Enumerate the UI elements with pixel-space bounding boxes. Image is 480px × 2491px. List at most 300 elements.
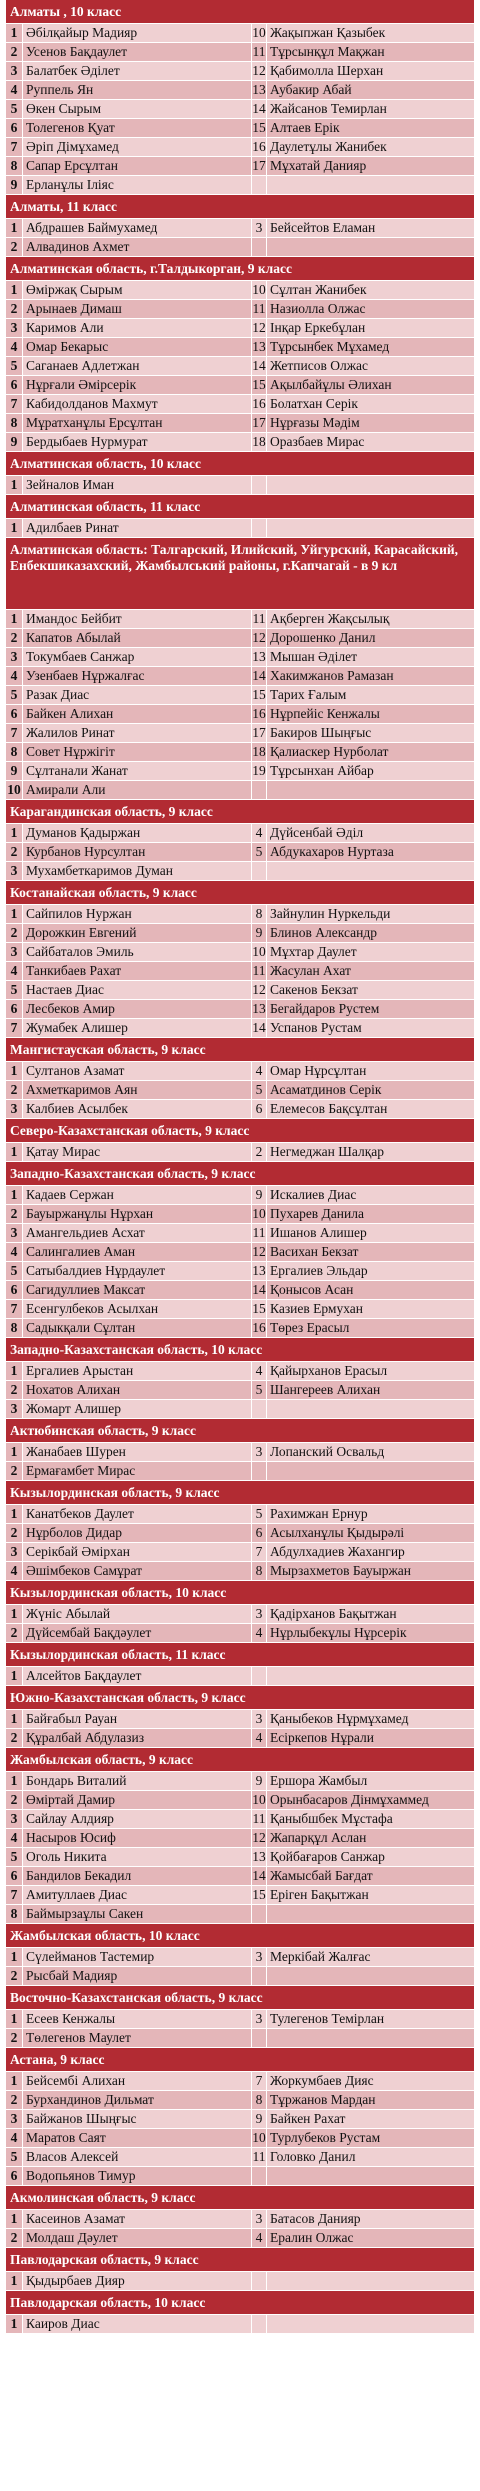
section-header: Алматинская область, 11 класс [6,495,474,519]
rank-number: 6 [6,1867,22,1885]
participant-name: Бондарь Виталий [22,1772,252,1790]
participant-name: Қабимолла Шерхан [267,62,474,80]
participant-name: Жетписов Олжас [267,357,474,375]
rank-number [252,2167,267,2185]
table-row [6,1710,474,1729]
rank-number: 13 [252,1001,266,1016]
table-row [6,610,474,629]
section-header: Алматы , 10 класс [6,0,474,24]
participant-name: Есенгулбеков Асылхан [22,1300,252,1318]
rank-number: 3 [6,1100,22,1118]
participant-name: Руппель Ян [22,81,252,99]
rank-number: 4 [6,962,22,980]
rank-number: 6 [6,1281,22,1299]
participant-name: Батасов Данияр [267,2210,474,2228]
section-header: Жамбылская область, 10 класс [6,1924,474,1948]
rank-number: 14 [252,1020,266,1035]
participant-name: Дорошенко Данил [267,629,474,647]
participant-name: Есіркепов Нұрали [267,1729,474,1747]
table-row [6,843,474,862]
participant-name: Байжанов Шыңғыс [22,2110,252,2128]
participant-name: Ералин Олжас [267,2229,474,2247]
participant-name [267,862,474,880]
table-row [6,1886,474,1905]
rank-number: 2 [252,1143,267,1161]
participant-name: Әбілқайыр Мадияр [22,24,252,42]
rank-number: 6 [6,705,22,723]
rank-number: 1 [6,905,22,923]
table-row [6,2029,474,2048]
table-row [6,648,474,667]
participant-name: Асаматдинов Серік [267,1081,474,1099]
participant-name: Пухарев Данила [267,1205,474,1223]
participant-name: Орынбасаров Дінмұхаммед [267,1791,474,1809]
participant-name: Амирали Али [22,781,252,799]
rank-number: 4 [252,1362,267,1380]
participant-name: Токумбаев Санжар [22,648,252,666]
section-header: Павлодарская область, 10 класс [6,2291,474,2315]
rank-number: 7 [6,724,22,742]
rank-number: 7 [6,1300,22,1318]
table-row [6,1224,474,1243]
participant-name: Искалиев Диас [267,1186,474,1204]
section-header: Западно-Казахстанская область, 9 класс [6,1162,474,1186]
rank-number: 15 [252,1301,266,1316]
participant-name: Төлегенов Маулет [22,2029,252,2047]
rank-number: 2 [6,238,22,256]
table-row [6,300,474,319]
rank-number: 15 [252,1887,266,1902]
table-row [6,414,474,433]
participant-name: Байғабыл Рауан [22,1710,252,1728]
rank-number: 6 [252,1524,267,1542]
participant-name: Абдулхадиев Жахангир [267,1543,474,1561]
table-row [6,1667,474,1686]
table-row [6,1505,474,1524]
rank-number: 1 [6,1667,22,1685]
rank-number: 14 [252,1868,266,1883]
rank-number: 2 [6,1524,22,1542]
table-row [6,1543,474,1562]
participant-name: Бердыбаев Нурмурат [22,433,252,451]
section-header: Кызылординская область, 9 класс [6,1481,474,1505]
rank-number: 1 [6,2272,22,2290]
participant-name: Еріген Бақытжан [267,1886,474,1904]
section-header: Костанайская область, 9 класс [6,881,474,905]
participant-name: Жумабек Алишер [22,1019,252,1037]
participant-name: Қатау Мирас [22,1143,252,1161]
rank-number: 5 [6,100,22,118]
table-row [6,1562,474,1581]
participant-name: Есеев Кенжалы [22,2010,252,2028]
participant-name: Канатбеков Даулет [22,1505,252,1523]
table-row [6,319,474,338]
rank-number: 5 [252,1081,267,1099]
participant-name: Қадірханов Бақытжан [267,1605,474,1623]
participant-name: Толегенов Қуат [22,119,252,137]
participant-name: Думанов Қадыржан [22,824,252,842]
participant-name: Омар Нұрсұлтан [267,1062,474,1080]
participant-name: Капатов Абылай [22,629,252,647]
rank-number: 10 [252,1206,266,1221]
rank-number [252,238,267,256]
participant-name: Курбанов Нурсултан [22,843,252,861]
participant-name: Тұрсынхан Айбар [267,762,474,780]
participant-name: Калбиев Асылбек [22,1100,252,1118]
rank-number: 17 [252,158,266,173]
participant-name: Арынаев Димаш [22,300,252,318]
rank-number: 4 [6,667,22,685]
rank-number: 8 [6,743,22,761]
participant-name [267,1667,474,1685]
participant-name: Қаныбшбек Мұстафа [267,1810,474,1828]
section-header: Акмолинская область, 9 класс [6,2186,474,2210]
rank-number: 15 [252,120,266,135]
participant-name: Омар Бекарыс [22,338,252,356]
participant-name: Әріп Дімұхамед [22,138,252,156]
participant-name: Алтаев Ерік [267,119,474,137]
participant-name: Жүніс Абылай [22,1605,252,1623]
participant-name: Настаев Диас [22,981,252,999]
participant-name: Қалиаскер Нурболат [267,743,474,761]
table-row [6,629,474,648]
rank-number [252,1905,267,1923]
section-header: Алматинская область, 10 класс [6,452,474,476]
participant-name: Ишанов Алишер [267,1224,474,1242]
rank-number: 10 [252,944,266,959]
rank-number: 4 [6,1243,22,1261]
participant-name: Узенбаев Нұржалғас [22,667,252,685]
participant-name: Власов Алексей [22,2148,252,2166]
participant-name: Саганаев Адлетжан [22,357,252,375]
rank-number [252,1967,267,1985]
rank-number: 6 [6,2167,22,2185]
table-row [6,119,474,138]
rank-number: 11 [252,1225,266,1240]
participant-name: Қонысов Асан [267,1281,474,1299]
rank-number: 5 [6,981,22,999]
table-row [6,724,474,743]
participant-name: Байкен Алихан [22,705,252,723]
table-row [6,1186,474,1205]
table-row [6,1000,474,1019]
rank-number: 8 [6,414,22,432]
participant-name: Турлубеков Рустам [267,2129,474,2147]
participant-name: Алвадинов Ахмет [22,238,252,256]
rank-number: 13 [252,1263,266,1278]
rank-number: 16 [252,1320,266,1335]
rank-number: 8 [6,1905,22,1923]
table-row [6,176,474,195]
section-header: Карагандинская область, 9 класс [6,800,474,824]
rank-number: 2 [6,1081,22,1099]
table-row [6,705,474,724]
table-row [6,2110,474,2129]
rank-number: 2 [6,1791,22,1809]
rank-number: 1 [6,2010,22,2028]
participant-name: Жақыпжан Қазыбек [267,24,474,42]
rank-number: 12 [252,320,266,335]
participant-name: Ақылбайұлы Әлихан [267,376,474,394]
participant-name: Кабидолданов Махмут [22,395,252,413]
rank-number: 17 [252,415,266,430]
participant-name [267,2029,474,2047]
rank-number: 15 [252,377,266,392]
rank-number: 12 [252,1244,266,1259]
table-row [6,138,474,157]
participant-name: Тулегенов Темірлан [267,2010,474,2028]
participant-name: Каримов Али [22,319,252,337]
rank-number: 1 [6,1362,22,1380]
participant-name: Зейналов Иман [22,476,252,494]
rank-number: 2 [6,924,22,942]
rank-number: 7 [6,138,22,156]
participant-name: Лопанский Освальд [267,1443,474,1461]
participant-name: Балатбек Әділет [22,62,252,80]
participant-name: Жасулан Ахат [267,962,474,980]
rank-number: 1 [6,610,22,628]
rank-number: 2 [6,2091,22,2109]
rank-number: 3 [6,943,22,961]
rank-number: 3 [252,2210,267,2228]
participant-name: Сұлтан Жанибек [267,281,474,299]
table-row [6,824,474,843]
participant-name: Негмеджан Шалқар [267,1143,474,1161]
participant-name: Өкен Сырым [22,100,252,118]
table-row [6,2272,474,2291]
participant-name: Салингалиев Аман [22,1243,252,1261]
table-row [6,1319,474,1338]
participant-name: Болатхан Серік [267,395,474,413]
participant-name: Елемесов Бақсұлтан [267,1100,474,1118]
table-row [6,2129,474,2148]
participant-name [267,476,474,494]
table-row [6,1729,474,1748]
rank-number: 2 [6,43,22,61]
rank-number: 6 [6,376,22,394]
rank-number: 14 [252,358,266,373]
table-row [6,2210,474,2229]
participant-name: Лесбеков Амир [22,1000,252,1018]
rank-number: 2 [6,1205,22,1223]
rank-number: 11 [252,301,266,316]
rank-number: 2 [6,843,22,861]
participant-name [267,1967,474,1985]
table-row [6,743,474,762]
table-row [6,1143,474,1162]
table-row [6,24,474,43]
rank-number: 2 [6,1729,22,1747]
participant-name: Жоркумбаев Дияс [267,2072,474,2090]
table-row [6,1867,474,1886]
rank-number: 16 [252,706,266,721]
rank-number: 1 [6,2315,22,2333]
table-row [6,157,474,176]
participant-name: Ерланұлы Іліяс [22,176,252,194]
participant-name: Сатыбалдиев Нұрдаулет [22,1262,252,1280]
participant-name: Блинов Александр [267,924,474,942]
rank-number: 2 [6,1462,22,1480]
table-row [6,1967,474,1986]
rank-number: 5 [6,357,22,375]
participant-name: Ақберген Жақсылық [267,610,474,628]
rank-number: 4 [252,1729,267,1747]
participant-name: Дүйсембай Бақдәулет [22,1624,252,1642]
rank-number: 13 [252,649,266,664]
participant-name: Оголь Никита [22,1848,252,1866]
rank-number: 13 [252,82,266,97]
table-row [6,1905,474,1924]
participant-name: Жомарт Алишер [22,1400,252,1418]
rank-number: 16 [252,139,266,154]
participant-name: Мұхтар Даулет [267,943,474,961]
rank-number: 1 [6,2072,22,2090]
participant-name: Тұржанов Мардан [267,2091,474,2109]
table-row [6,667,474,686]
rank-number: 18 [252,434,266,449]
rank-number: 10 [252,1792,266,1807]
rank-number: 3 [6,319,22,337]
rank-number: 7 [6,1886,22,1904]
participant-name: Адилбаев Ринат [22,519,252,537]
rank-number: 5 [252,1381,267,1399]
rank-number: 17 [252,725,266,740]
participant-name [267,2315,474,2333]
table-row [6,281,474,300]
participant-name [267,176,474,194]
participant-name: Ергалиев Арыстан [22,1362,252,1380]
section-header: Мангистауская область, 9 класс [6,1038,474,1062]
rank-number: 4 [6,1829,22,1847]
rank-number: 1 [6,2210,22,2228]
rank-number: 5 [6,2148,22,2166]
table-row [6,81,474,100]
table-row [6,519,474,538]
table-row [6,1081,474,1100]
rank-number: 12 [252,982,266,997]
rank-number: 14 [252,101,266,116]
rank-number: 3 [252,1948,267,1966]
participant-name: Кадаев Сержан [22,1186,252,1204]
table-row [6,781,474,800]
participant-name: Ершора Жамбыл [267,1772,474,1790]
rank-number: 12 [252,63,266,78]
table-row [6,1524,474,1543]
participant-name: Қойбағаров Санжар [267,1848,474,1866]
participant-name: Ермағамбет Мирас [22,1462,252,1480]
table-row [6,476,474,495]
table-row [6,2315,474,2334]
rank-number: 10 [252,25,266,40]
rank-number: 3 [6,1543,22,1561]
rank-number: 2 [6,1967,22,1985]
table-row [6,1443,474,1462]
participant-name: Абдрашев Баймухамед [22,219,252,237]
table-row [6,1400,474,1419]
table-row [6,2010,474,2029]
table-row [6,2167,474,2186]
participant-name: Бандилов Бекадил [22,1867,252,1885]
table-row [6,1362,474,1381]
rank-number [252,1667,267,1685]
table-row [6,1772,474,1791]
participant-name: Қайырханов Ерасыл [267,1362,474,1380]
rank-number: 2 [6,300,22,318]
table-row [6,1829,474,1848]
rank-number: 8 [252,1562,267,1580]
rank-number: 11 [252,44,266,59]
rank-number: 4 [252,1062,267,1080]
rank-number: 8 [6,1319,22,1337]
rank-number: 3 [252,1443,267,1461]
participant-name: Разак Диас [22,686,252,704]
participant-name: Усенов Бақдаулет [22,43,252,61]
rank-number: 1 [6,824,22,842]
participant-name: Мухамбеткаримов Думан [22,862,252,880]
rank-number: 14 [252,668,266,683]
rank-number: 4 [252,1624,267,1642]
participant-name: Тұрсынқұл Мақжан [267,43,474,61]
participant-name: Рысбай Мадияр [22,1967,252,1985]
table-row [6,924,474,943]
rank-number: 9 [6,176,22,194]
participant-name: Рахимжан Ернур [267,1505,474,1523]
rank-number: 4 [252,2229,267,2247]
participant-name: Амангельдиев Асхат [22,1224,252,1242]
table-row [6,1262,474,1281]
table-row [6,2072,474,2091]
rank-number: 6 [252,1100,267,1118]
rank-number: 5 [252,843,267,861]
participant-name: Каиров Диас [22,2315,252,2333]
participant-name [267,238,474,256]
section-header: Северо-Казахстанская область, 9 класс [6,1119,474,1143]
participant-name: Жайсанов Темирлан [267,100,474,118]
rank-number: 7 [6,395,22,413]
table-row [6,2229,474,2248]
participant-name: Садыкқали Сұлтан [22,1319,252,1337]
rank-number: 11 [252,2149,266,2164]
rank-number: 3 [6,1810,22,1828]
participant-name: Бейсембі Алихан [22,2072,252,2090]
rank-number: 7 [252,1543,267,1561]
participant-name [267,2272,474,2290]
rank-number: 18 [252,744,266,759]
participant-name: Байкен Рахат [267,2110,474,2128]
participant-name: Асылханұлы Қыдырәлі [267,1524,474,1542]
results-table [6,0,474,2334]
rank-number: 10 [252,282,266,297]
participant-name: Сүлейманов Тастемир [22,1948,252,1966]
table-row [6,1300,474,1319]
participant-name: Головко Данил [267,2148,474,2166]
rank-number: 1 [6,1948,22,1966]
participant-name: Нұрболов Дидар [22,1524,252,1542]
rank-number: 10 [252,2130,266,2145]
participant-name: Султанов Азамат [22,1062,252,1080]
participant-name: Сұлтанали Жанат [22,762,252,780]
section-header: Павлодарская область, 9 класс [6,2248,474,2272]
participant-name: Мышан Әділет [267,648,474,666]
rank-number: 4 [6,81,22,99]
table-row [6,1791,474,1810]
participant-name: Мұхатай Данияр [267,157,474,175]
rank-number: 5 [252,1505,267,1523]
participant-name [267,1400,474,1418]
rank-number: 3 [252,1710,267,1728]
table-row [6,1381,474,1400]
participant-name: Дүйсенбай Әділ [267,824,474,842]
